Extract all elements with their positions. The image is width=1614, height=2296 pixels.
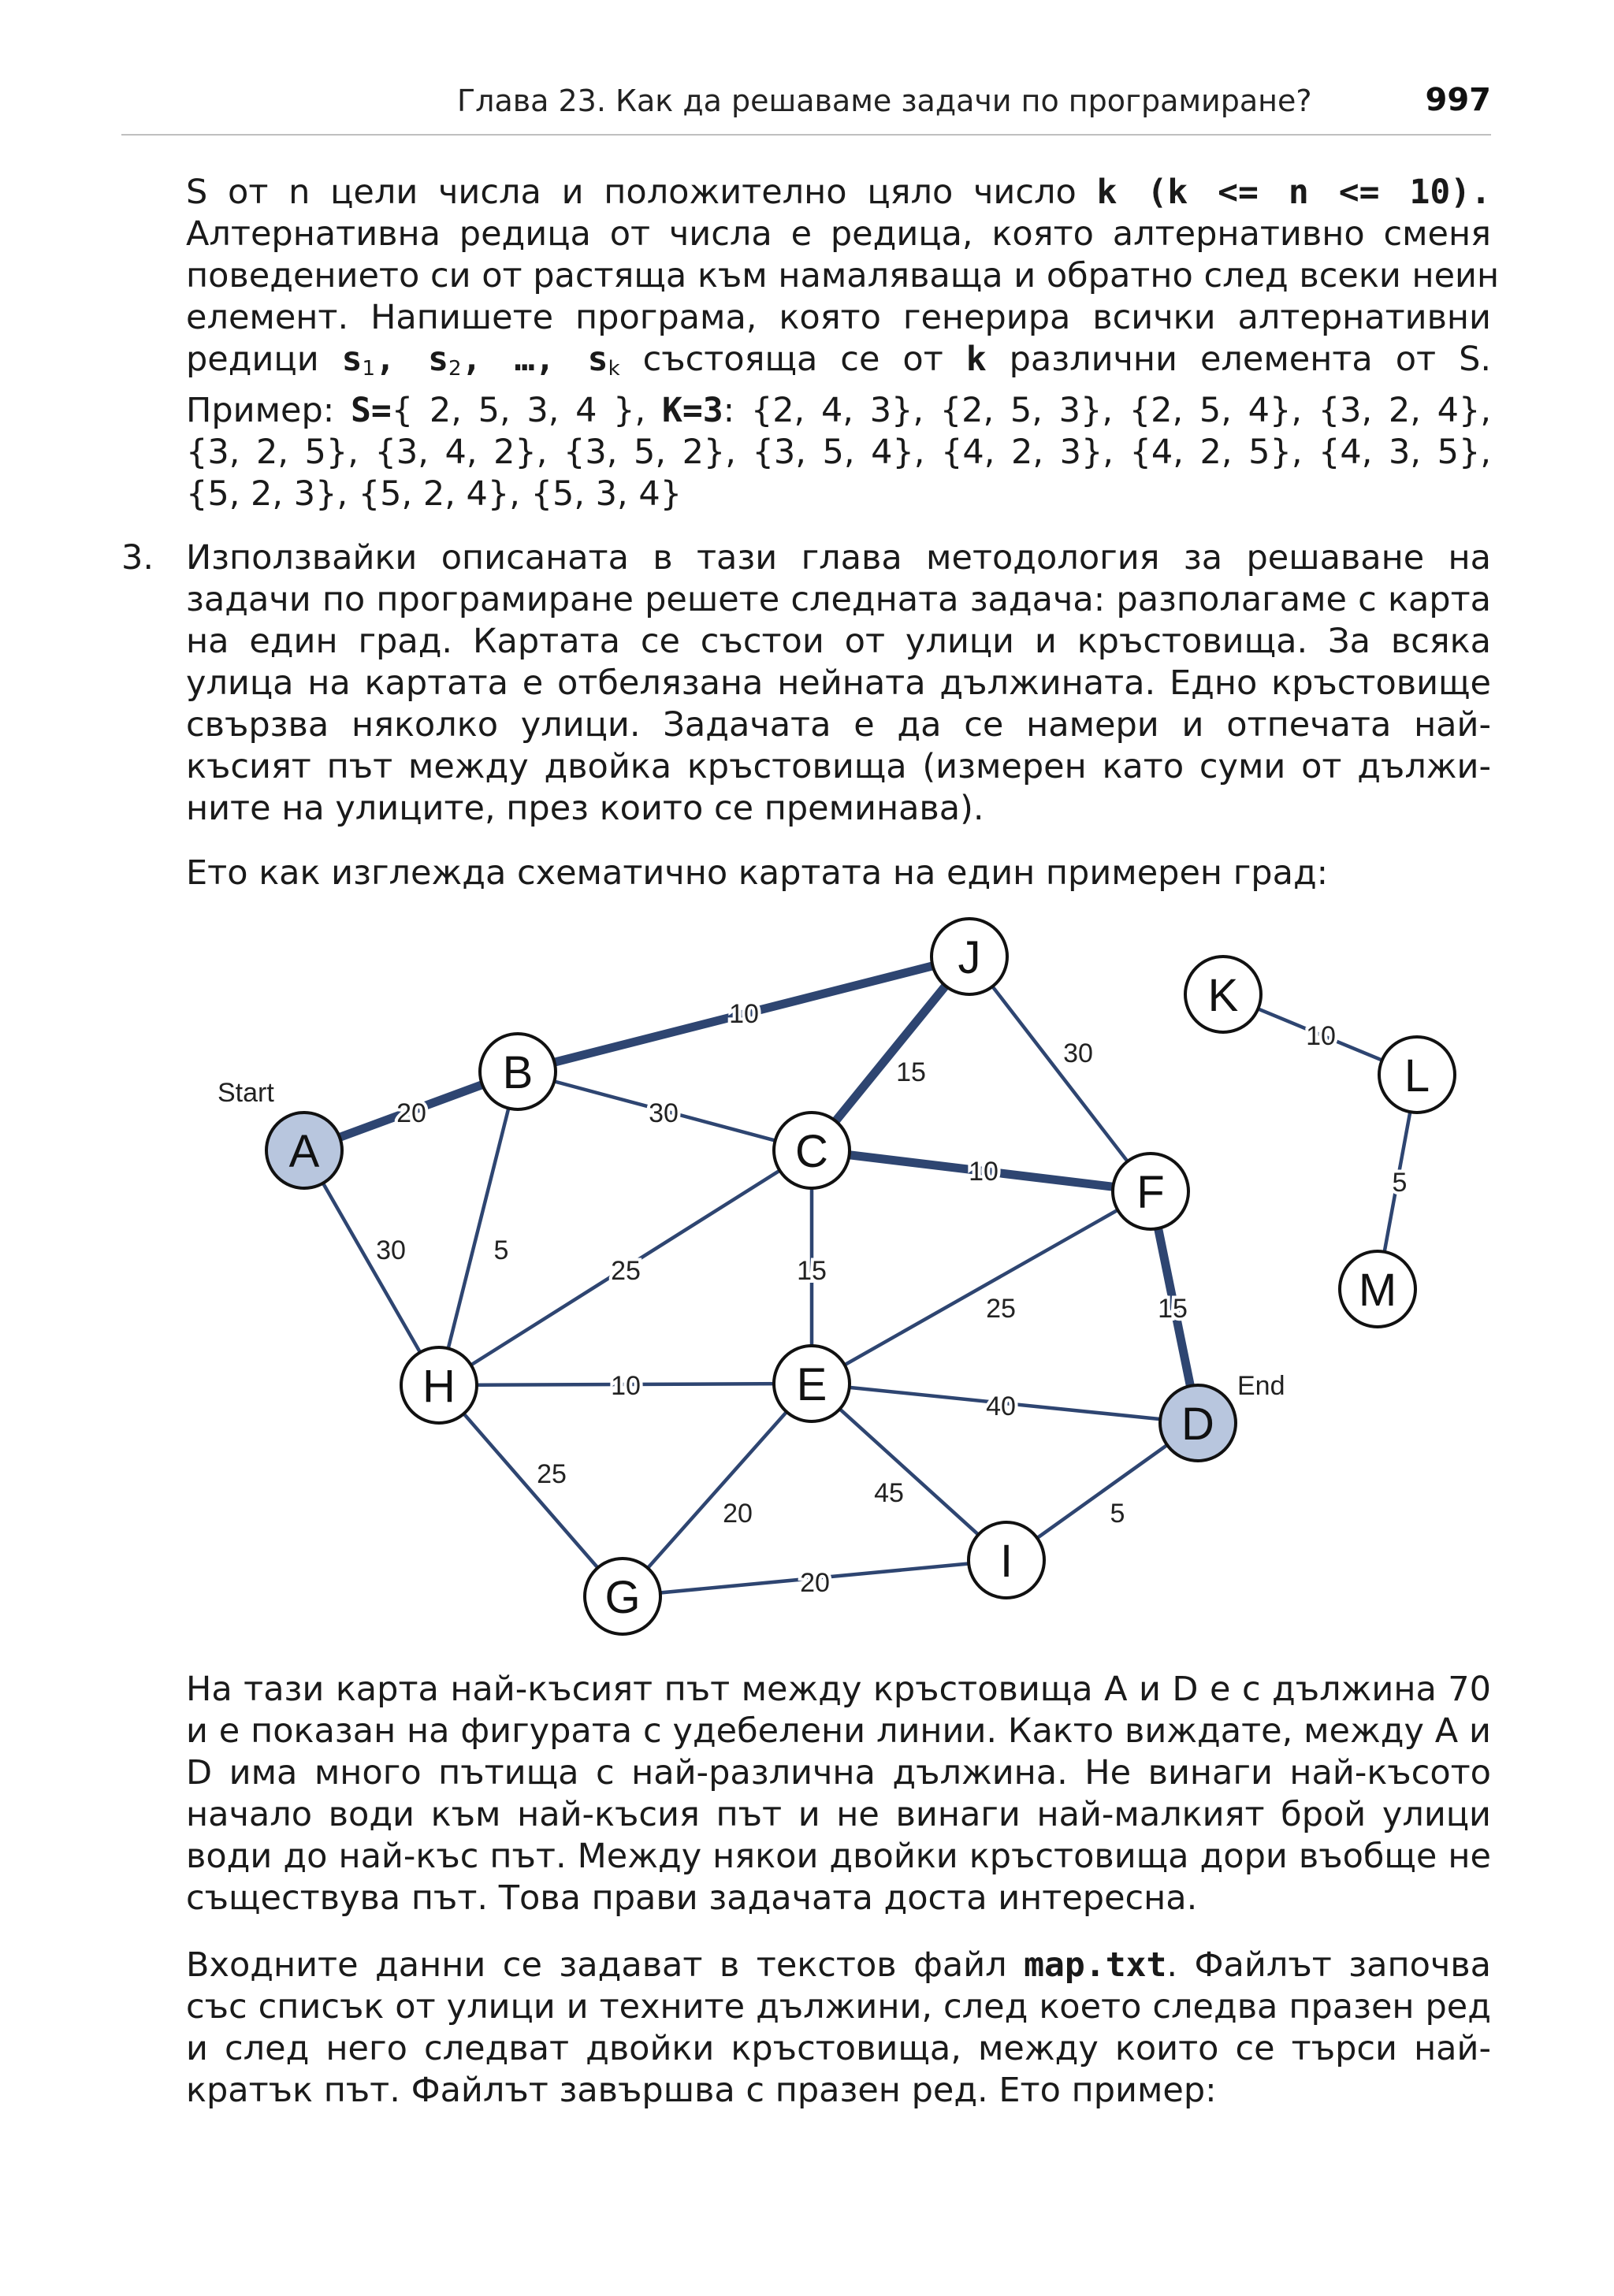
text-line: ните на улиците, през които се преминава). (186, 789, 984, 828)
node-label-G: G (604, 1572, 641, 1623)
shortest-path-explanation (186, 1669, 1491, 1919)
edge-E-F (812, 1191, 1151, 1384)
edge-weight-L-M: 5 (1392, 1168, 1408, 1198)
edge-weight-E-I: 45 (874, 1478, 904, 1508)
input-format-text (186, 1945, 1491, 2112)
text-line: на един град. Картата се състои от улици и кръстовища. За всяка (186, 622, 1491, 661)
list-number: 3. (121, 538, 154, 578)
text-line: Пример: S={ 2, 5, 3, 4 }, K=3: {2, 4, 3}, {2, 5, 3}, {2, 5, 4}, {3, 2, 4}, (186, 391, 1491, 430)
edge-weight-J-C: 15 (896, 1057, 926, 1087)
node-label-I: I (999, 1536, 1013, 1587)
edge-weight-B-J: 10 (729, 999, 759, 1029)
edge-weight-H-C: 25 (611, 1256, 641, 1286)
node-label-C: C (795, 1126, 828, 1177)
node-label-J: J (958, 932, 981, 983)
edge-weight-B-C: 30 (649, 1098, 679, 1128)
start-label: Start (218, 1078, 274, 1108)
node-label-K: K (1207, 970, 1239, 1021)
edge-H-G (439, 1385, 623, 1596)
figure-intro: Ето как изглежда схематично картата на един примерен град: (186, 853, 1329, 893)
edge-weight-A-H: 30 (376, 1235, 406, 1265)
edge-weight-B-H: 5 (493, 1235, 509, 1265)
text-line: късият път между двойка кръстовища (измерен като суми от дължи- (186, 747, 1491, 786)
edge-weight-J-F: 30 (1063, 1038, 1093, 1068)
text-line: и е показан на фигурата с удебелени линии. Както виждате, между A и (186, 1711, 1491, 1751)
node-label-M: M (1358, 1265, 1397, 1316)
text-line: елемент. Напишете програма, която генерира всички алтернативни (186, 298, 1491, 337)
node-label-F: F (1136, 1167, 1165, 1218)
node-label-E: E (796, 1359, 827, 1410)
text-line: съществува път. Това прави задачата доста интересна. (186, 1878, 1198, 1918)
text-line: На тази карта най-късият път между кръстовища A и D е с дължина 70 (186, 1670, 1491, 1709)
edge-weight-G-I: 20 (800, 1568, 830, 1598)
text-line: кратък път. Файлът завършва с празен ред. Ето пример: (186, 2071, 1217, 2110)
edge-weight-E-D: 40 (986, 1391, 1016, 1421)
text-line: Използвайки описаната в тази глава методология за решаване на (186, 538, 1491, 578)
edge-E-I (812, 1384, 1006, 1560)
edge-weight-C-E: 15 (797, 1256, 827, 1286)
node-label-B: B (502, 1047, 534, 1098)
text-line: {3, 2, 5}, {3, 4, 2}, {3, 5, 2}, {3, 5, 4}, {4, 2, 3}, {4, 2, 5}, {4, 3, 5}, (186, 433, 1491, 472)
text-line: и след него следват двойки кръстовища, между които се търси най- (186, 2029, 1491, 2068)
node-label-H: H (422, 1361, 456, 1412)
edge-weight-C-F: 10 (969, 1157, 999, 1187)
text-line: задачи по програмиране решете следната задача: разполагаме с карта (186, 580, 1491, 619)
node-label-D: D (1181, 1399, 1214, 1450)
edge-B-H (439, 1072, 518, 1385)
edge-weight-E-G: 20 (723, 1499, 753, 1529)
text-line: S от n цели числа и положително цяло число k (k <= n <= 10). (186, 173, 1491, 212)
edge-A-H (304, 1150, 439, 1385)
edge-weight-I-D: 5 (1110, 1499, 1125, 1529)
text-line: Алтернативна редица от числа е редица, която алтернативно сменя (186, 214, 1491, 254)
text-line: води до най-къс път. Между някои двойки кръстовища дори въобще не (186, 1837, 1491, 1876)
edge-weight-F-D: 15 (1158, 1294, 1188, 1324)
edge-E-G (623, 1384, 812, 1596)
text-line: D има много пътища с най-различна дължина. Не винаги най-късото (186, 1753, 1491, 1793)
text-line: редици $s_1$, $s_2$, …, $s_k$ състояща се от k различни елемента от S. (186, 340, 1492, 381)
text-line: свързва няколко улици. Задачата е да се намери и отпечата най- (186, 705, 1491, 745)
text-line: Входните данни се задават в текстов файл map.txt. Файлът започва (186, 1945, 1491, 1985)
edge-weight-K-L: 10 (1306, 1021, 1336, 1051)
filename: map.txt (1024, 1945, 1167, 1985)
page-number: 997 (1425, 82, 1491, 118)
text-line: улица на картата е отбелязана нейната дължината. Едно кръстовище (186, 663, 1491, 703)
text-line: със списък от улици и техните дължини, след което следва празен ред (186, 1987, 1491, 2027)
edge-weight-E-F: 25 (986, 1294, 1016, 1324)
edge-weight-A-B: 20 (396, 1098, 426, 1128)
text-line: поведението си от растяща към намаляваща и обратно след всеки неин (186, 256, 1500, 295)
edge-weight-H-G: 25 (537, 1459, 567, 1489)
node-label-A: A (288, 1126, 320, 1177)
text-line: {5, 2, 3}, {5, 2, 4}, {5, 3, 4} (186, 474, 682, 514)
text-line: начало води към най-късия път и не винаги най-малкият брой улици (186, 1795, 1491, 1834)
chapter-title: Глава 23. Как да решаваме задачи по програмиране? (457, 84, 1312, 118)
node-label-L: L (1404, 1050, 1430, 1102)
edge-weight-H-E: 10 (611, 1371, 641, 1401)
end-label: End (1237, 1371, 1285, 1401)
